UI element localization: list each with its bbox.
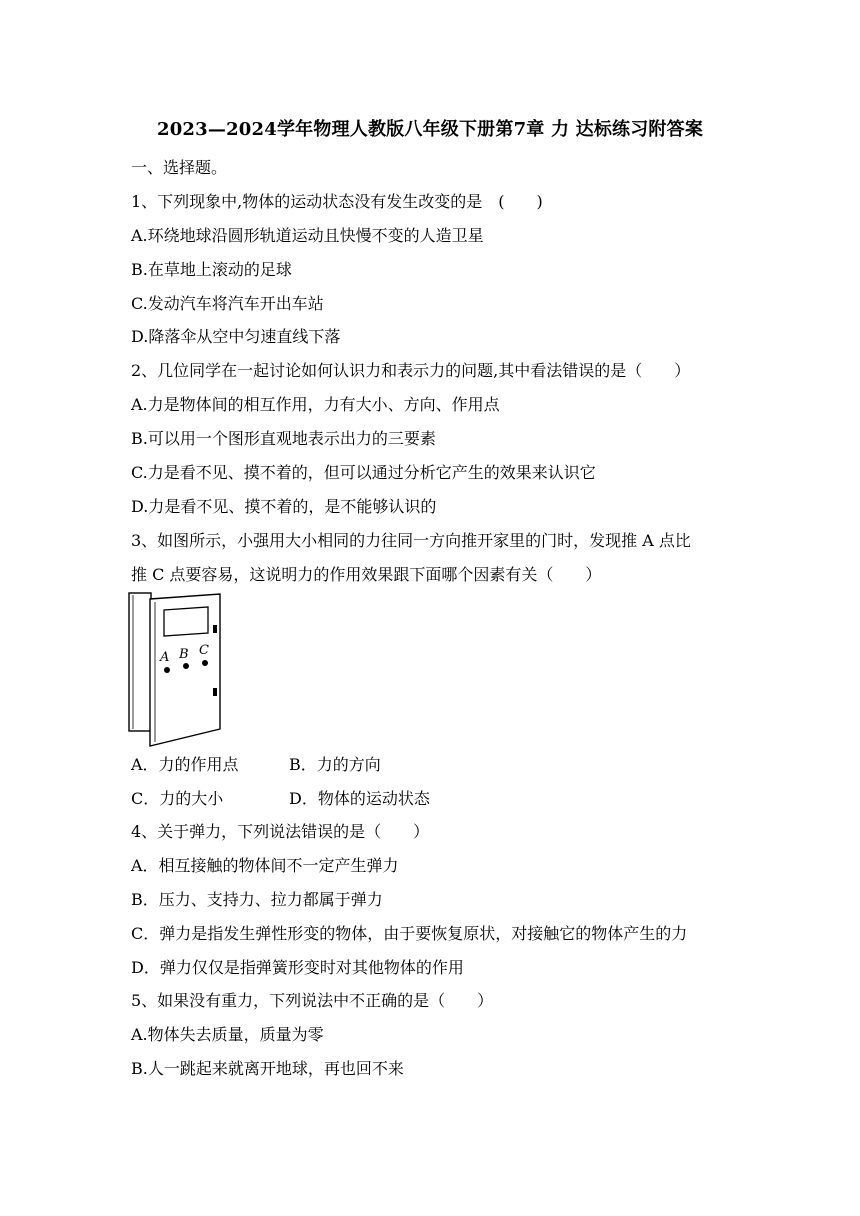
door-figure [128, 590, 228, 748]
q4-option-c: C．弹力是指发生弹性形变的物体，由于要恢复原状，对接触它的物体产生的力 [131, 924, 688, 943]
q2-option-b: B.可以用一个图形直观地表示出力的三要素 [131, 429, 436, 448]
q4-option-a: A．相互接触的物体间不一定产生弹力 [131, 856, 399, 875]
q3-stem-line2: 推 C 点要容易，这说明力的作用效果跟下面哪个因素有关（ ） [131, 565, 602, 584]
q2-option-a: A.力是物体间的相互作用，力有大小、方向、作用点 [131, 395, 500, 414]
label-b: B [179, 647, 189, 662]
door-frame [129, 593, 151, 731]
q4-option-b: B．压力、支持力、拉力都属于弹力 [131, 890, 383, 909]
q4-stem: 4、关于弹力，下列说法错误的是（ ） [131, 822, 430, 841]
q3-option-b: B．力的方向 [289, 755, 381, 774]
point-c [202, 660, 208, 666]
q3-option-d: D．物体的运动状态 [289, 789, 430, 808]
label-c: C [199, 643, 209, 658]
q5-option-a: A.物体失去质量，质量为零 [131, 1025, 324, 1044]
q2-option-d: D.力是看不见、摸不着的，是不能够认识的 [131, 497, 437, 516]
point-b [183, 663, 189, 669]
document-title: 2023—2024学年物理人教版八年级下册第7章 力 达标练习附答案 [156, 119, 704, 140]
door-panel [150, 594, 220, 746]
q1-option-c: C.发动汽车将汽车开出车站 [131, 294, 324, 313]
q1-option-b: B.在草地上滚动的足球 [131, 260, 292, 279]
label-a: A [160, 650, 170, 665]
q1-stem: 1、下列现象中,物体的运动状态没有发生改变的是 ( ) [131, 192, 543, 211]
q5-option-b: B.人一跳起来就离开地球，再也回不来 [131, 1059, 404, 1078]
q5-stem: 5、如果没有重力，下列说法中不正确的是（ ） [131, 991, 494, 1010]
q2-stem: 2、几位同学在一起讨论如何认识力和表示力的问题,其中看法错误的是（ ） [131, 361, 691, 380]
section-heading: 一、选择题。 [131, 158, 228, 177]
q3-option-c: C．力的大小 [131, 789, 224, 808]
q3-stem-line1: 3、如图所示，小强用大小相同的力往同一方向推开家里的门时，发现推 A 点比 [131, 531, 691, 550]
q1-option-d: D.降落伞从空中匀速直线下落 [131, 327, 341, 346]
q4-option-d: D．弹力仅仅是指弹簧形变时对其他物体的作用 [131, 958, 464, 977]
q1-option-a: A.环绕地球沿圆形轨道运动且快慢不变的人造卫星 [131, 226, 484, 245]
q2-option-c: C.力是看不见、摸不着的，但可以通过分析它产生的效果来认识它 [131, 463, 596, 482]
point-a [164, 667, 170, 673]
q3-option-a: A．力的作用点 [131, 755, 239, 774]
